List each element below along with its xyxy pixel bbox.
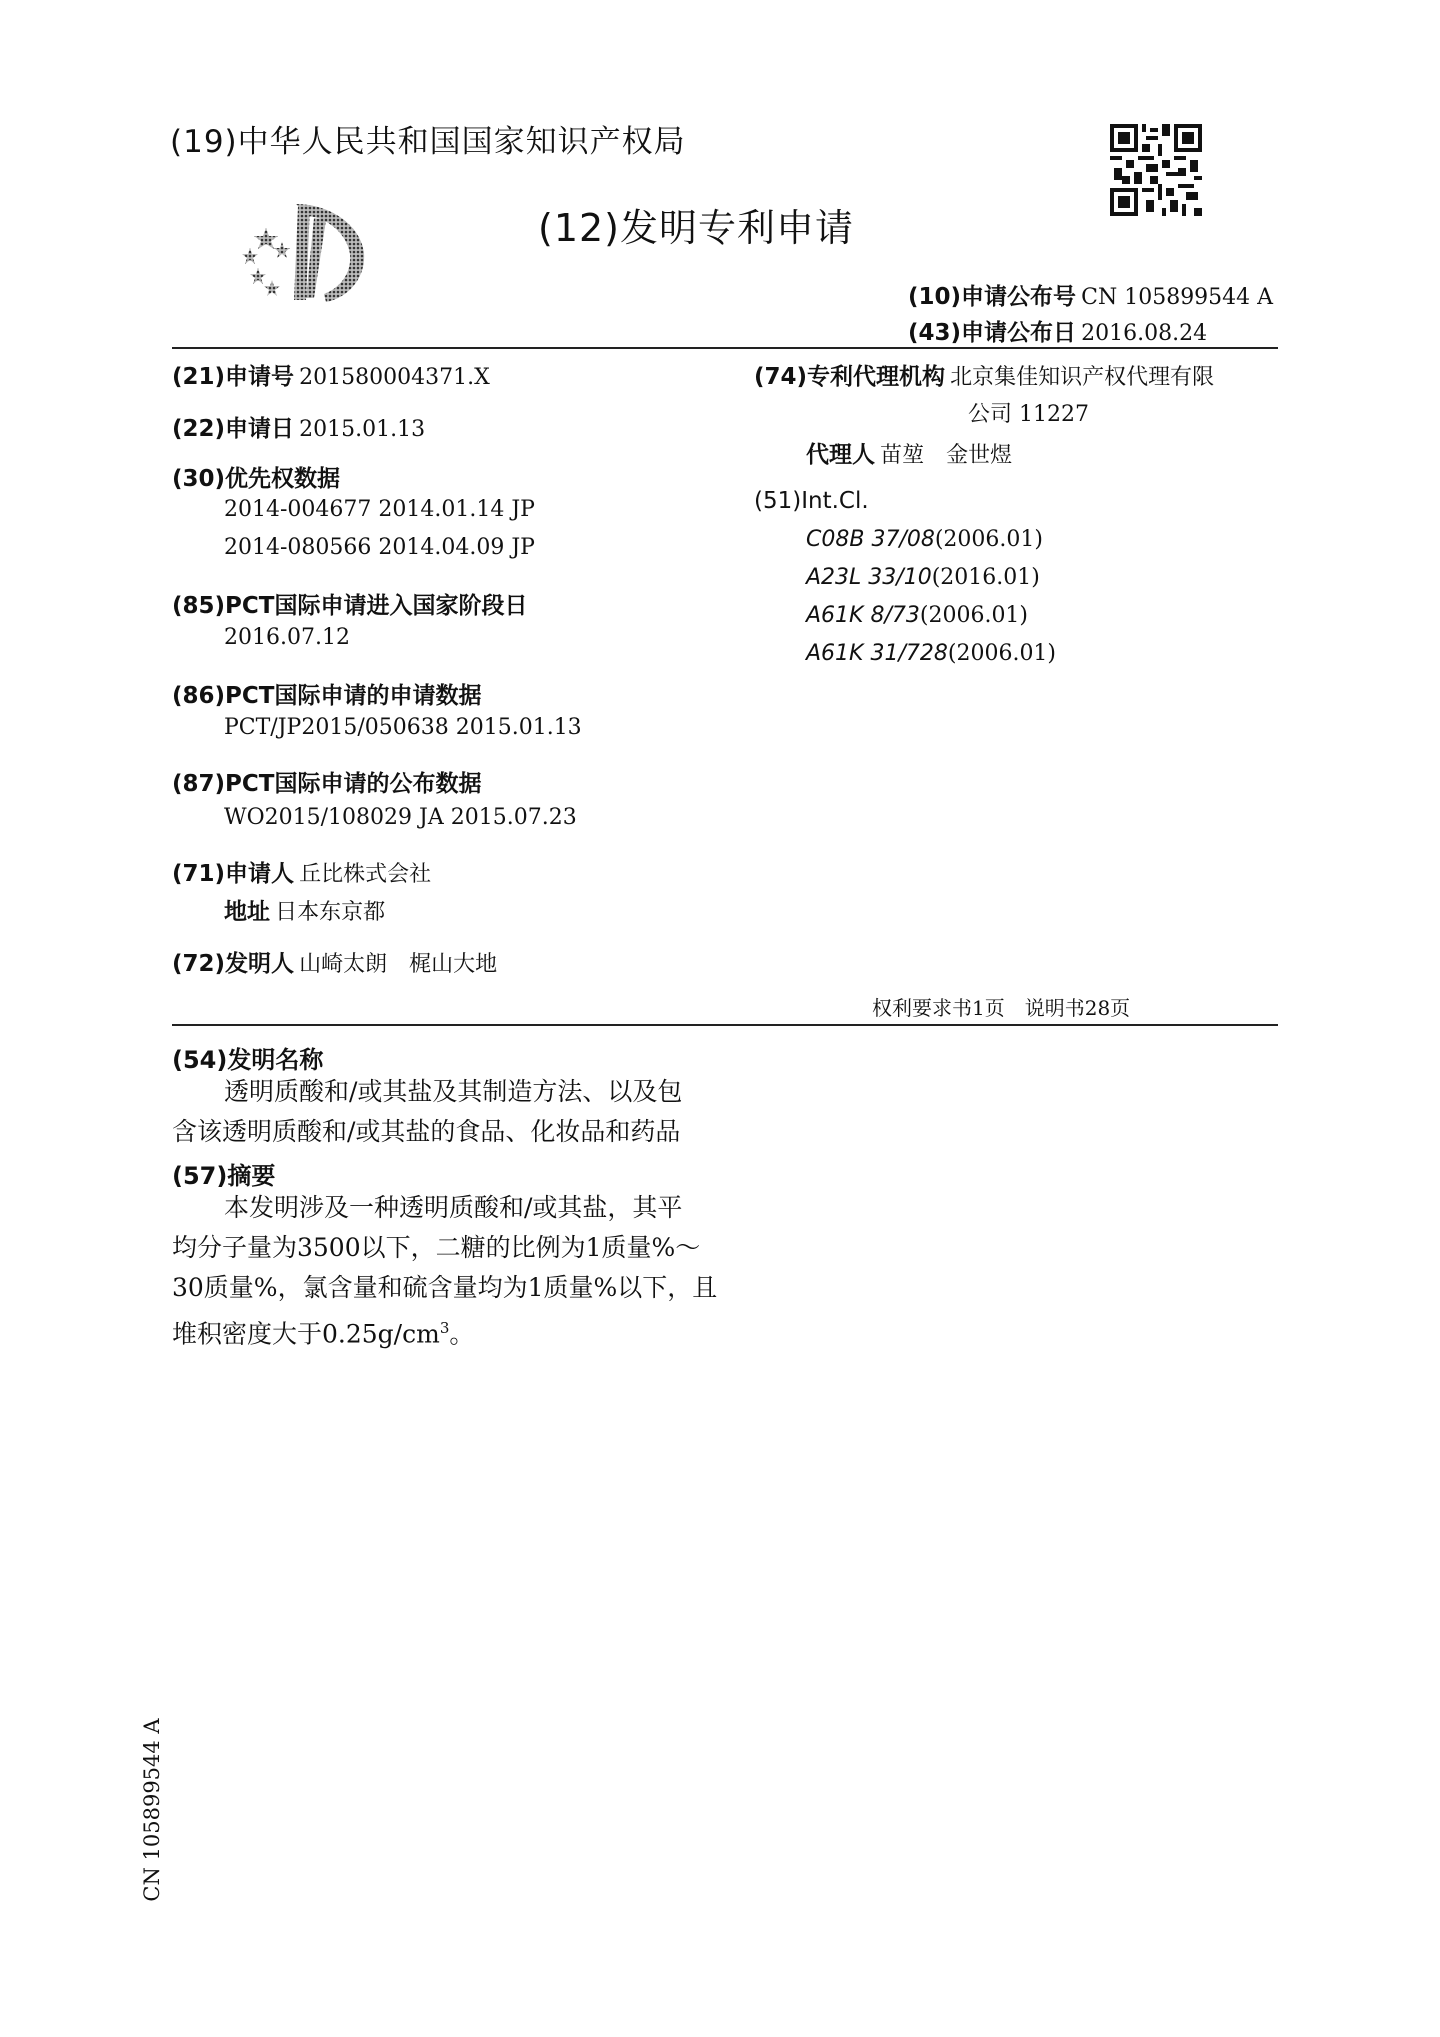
publication-number: CN 105899544 A [1081, 285, 1274, 310]
ipc-code: A61K 31/728 [806, 641, 948, 666]
section-divider [172, 1024, 1278, 1026]
invention-title-label: (54)发明名称 [172, 1046, 324, 1074]
application-date-row [172, 410, 425, 443]
inventors: 山崎太朗 梶山大地 [299, 952, 498, 977]
qr-code [1110, 124, 1202, 216]
ipc-version: (2006.01) [947, 641, 1057, 666]
address-label: 地址 [224, 899, 270, 925]
ipc-version: (2006.01) [934, 527, 1043, 552]
abstract-line: 本发明涉及一种透明质酸和/或其盐，其平 [224, 1193, 683, 1222]
ipc-entry [806, 603, 1028, 628]
agent-label: 代理人 [806, 442, 875, 468]
applicant-label: (71)申请人 [172, 861, 295, 887]
application-number: 201580004371.X [299, 365, 490, 390]
ipc-version: (2006.01) [919, 603, 1029, 628]
agency-name-continued: 公司 11227 [968, 402, 1089, 427]
doc-type-title: (12)发明专利申请 [538, 206, 855, 250]
applicant-row [172, 855, 431, 888]
ipc-code: A61K 8/73 [806, 603, 920, 628]
address-row [224, 893, 385, 926]
applicant: 丘比株式会社 [299, 862, 432, 887]
ipc-entry [806, 565, 1040, 590]
priority-label: (30)优先权数据 [172, 466, 341, 492]
inventor-row [172, 945, 497, 978]
publication-date-label: (43)申请公布日 [908, 320, 1077, 346]
invention-title: 透明质酸和/或其盐及其制造方法、以及包 [224, 1077, 683, 1106]
application-number-label: (21)申请号 [172, 364, 295, 390]
abstract-text: 堆积密度大于0.25g/cm [172, 1319, 440, 1349]
publication-number-label: (10)申请公布号 [908, 284, 1077, 310]
header-divider [172, 347, 1278, 349]
priority-entry: 2014-080566 2014.04.09 JP [224, 535, 535, 560]
page-count: 权利要求书1页 说明书28页 [872, 996, 1131, 1020]
pct-application-data: PCT/JP2015/050638 2015.01.13 [224, 715, 582, 740]
abstract-line: 30质量%，氯含量和硫含量均为1质量%以下，且 [172, 1273, 718, 1302]
address: 日本东京都 [275, 900, 386, 925]
application-date-label: (22)申请日 [172, 416, 295, 442]
publication-number-row [908, 278, 1273, 311]
pct-application-label: (86)PCT国际申请的申请数据 [172, 683, 482, 709]
agents: 苗堃 金世煜 [880, 443, 1013, 468]
abstract-text-end: 。 [449, 1319, 475, 1349]
ipc-code: C08B 37/08 [806, 527, 935, 552]
pct-publication-data: WO2015/108029 JA 2015.07.23 [224, 805, 577, 830]
agent-row [806, 436, 1012, 469]
application-date: 2015.01.13 [299, 417, 426, 442]
agency-row [754, 358, 1214, 391]
pct-publication-label: (87)PCT国际申请的公布数据 [172, 771, 482, 797]
agency-name: 北京集佳知识产权代理有限 [950, 365, 1215, 390]
ipc-entry [806, 527, 1043, 552]
superscript: 3 [439, 1319, 450, 1337]
side-publication-number: CN 105899544 A [140, 1718, 164, 1902]
ipc-code: A23L 33/10 [806, 565, 932, 590]
invention-title-continued: 含该透明质酸和/或其盐的食品、化妆品和药品 [172, 1117, 681, 1146]
abstract-line: 均分子量为3500以下，二糖的比例为1质量%～ [172, 1233, 701, 1262]
application-number-row [172, 358, 490, 391]
inventor-label: (72)发明人 [172, 951, 295, 977]
publication-date: 2016.08.24 [1081, 321, 1208, 346]
ipc-version: (2016.01) [931, 565, 1040, 590]
abstract-line [172, 1308, 474, 1354]
pct-entry-label: (85)PCT国际申请进入国家阶段日 [172, 593, 528, 619]
abstract-label: (57)摘要 [172, 1162, 276, 1190]
ipc-entry [806, 641, 1056, 666]
priority-entry: 2014-004677 2014.01.14 JP [224, 497, 535, 522]
office-title: (19)中华人民共和国国家知识产权局 [170, 124, 686, 160]
publication-date-row [908, 314, 1207, 347]
agency-label: (74)专利代理机构 [754, 364, 946, 390]
cnipa-logo [236, 198, 376, 308]
pct-entry-date: 2016.07.12 [224, 625, 350, 650]
ipc-label: (51)Int.Cl. [754, 488, 869, 514]
